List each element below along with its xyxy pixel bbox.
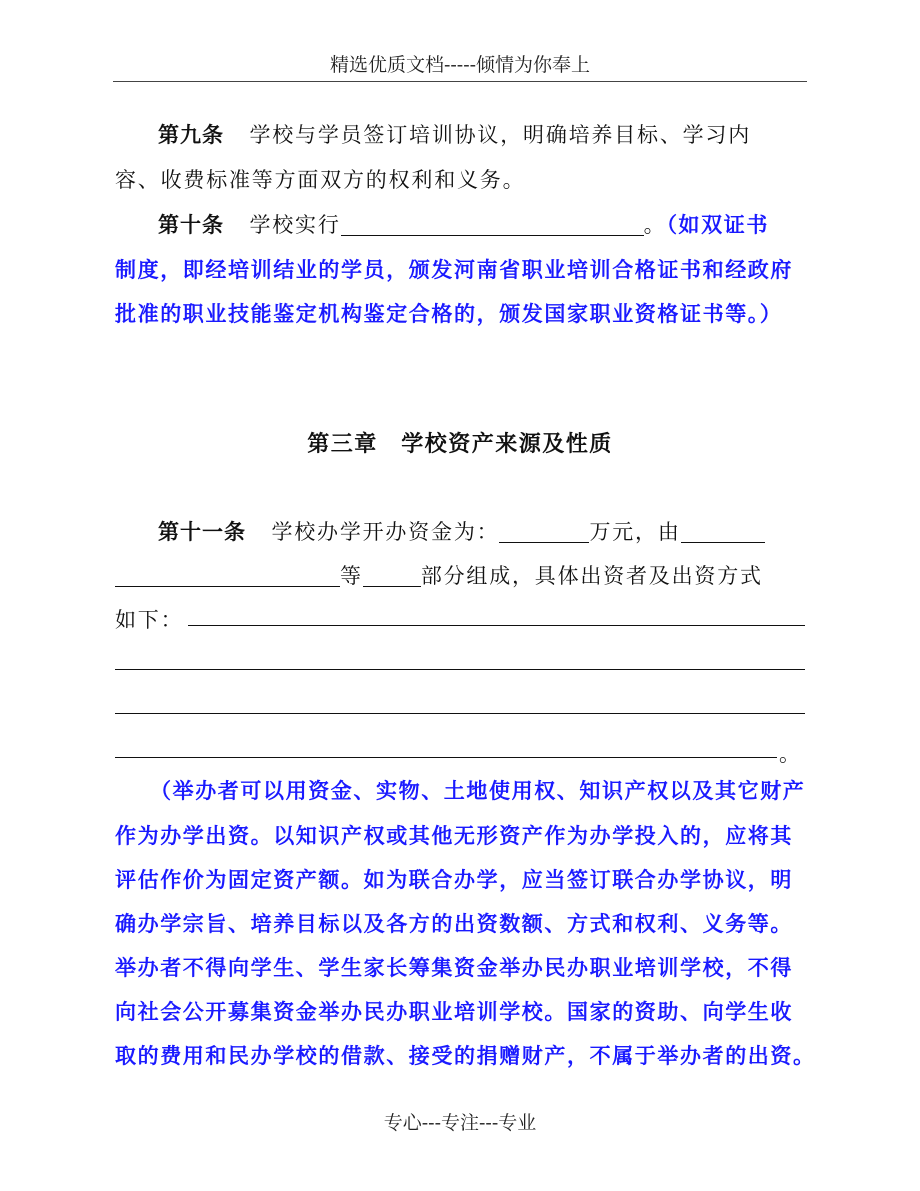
- article-9-label: 第九条: [158, 122, 224, 147]
- article-10-blank[interactable]: [341, 213, 644, 236]
- header-divider: [113, 81, 807, 82]
- article-11-line-1: [158, 516, 765, 546]
- article-10-line-1: [158, 209, 769, 239]
- article-11-blank-line-1[interactable]: [188, 625, 805, 626]
- article-9-text-1: 学校与学员签订培训协议，明确培养目标、学习内: [249, 123, 752, 147]
- article-11-blank-line-2[interactable]: [115, 669, 805, 670]
- note-line-6: 向社会公开募集资金举办民办职业培训学校。国家的资助、向学生收: [115, 999, 793, 1024]
- article-10-end: 。: [643, 213, 667, 237]
- page-footer: 专心---专注---专业: [383, 1112, 537, 1134]
- article-11-line-2: [115, 560, 763, 590]
- article-11-amount-blank[interactable]: [499, 520, 589, 543]
- article-10-note-1: （如双证书: [666, 212, 769, 237]
- chapter-3-title: 第三章 学校资产来源及性质: [307, 431, 613, 457]
- article-10-note-2: 制度，即经培训结业的学员，颁发河南省职业培训合格证书和经政府: [115, 257, 793, 282]
- note-line-7: 取的费用和民办学校的借款、接受的捐赠财产，不属于举办者的出资。: [115, 1043, 816, 1068]
- article-11-text-2: 万元，由: [589, 520, 681, 544]
- page-header: 精选优质文档-----倾情为你奉上: [329, 54, 591, 76]
- note-line-5: 举办者不得向学生、学生家长筹集资金举办民办职业培训学校，不得: [115, 955, 793, 980]
- article-10-text: 学校实行: [249, 213, 341, 237]
- article-9-line-1: [158, 119, 751, 149]
- article-10-label: 第十条: [158, 212, 224, 237]
- article-11-text-4: 部分组成，具体出资者及出资方式: [420, 564, 763, 588]
- article-11-line-3: [115, 604, 183, 634]
- note-line-3: 评估作价为固定资产额。如为联合办学，应当签订联合办学协议，明: [115, 867, 793, 892]
- article-9-text-2: 容、收费标准等方面双方的权利和义务。: [115, 168, 526, 192]
- article-11-end: 。: [779, 742, 802, 766]
- article-11-blank-line-4[interactable]: [115, 757, 777, 758]
- article-11-count-blank[interactable]: [363, 564, 421, 587]
- note-line-4: 确办学宗旨、培养目标以及各方的出资数额、方式和权利、义务等。: [115, 911, 793, 936]
- article-11-blank-line-3[interactable]: [115, 713, 805, 714]
- article-11-text-3: 等: [340, 564, 363, 588]
- note-line-2: 作为办学出资。以知识产权或其他无形资产作为办学投入的，应将其: [115, 823, 793, 848]
- note-line-1: （举办者可以用资金、实物、土地使用权、知识产权以及其它财产: [150, 778, 806, 803]
- article-11-label: 第十一条: [158, 519, 246, 544]
- article-11-investor-blank[interactable]: [115, 564, 340, 587]
- article-11-from-blank[interactable]: [681, 520, 765, 543]
- article-10-note-3: 批准的职业技能鉴定机构鉴定合格的，颁发国家职业资格证书等。）: [115, 301, 783, 326]
- article-11-text-1: 学校办学开办资金为：: [271, 520, 500, 544]
- article-11-text-5: 如下：: [115, 608, 184, 632]
